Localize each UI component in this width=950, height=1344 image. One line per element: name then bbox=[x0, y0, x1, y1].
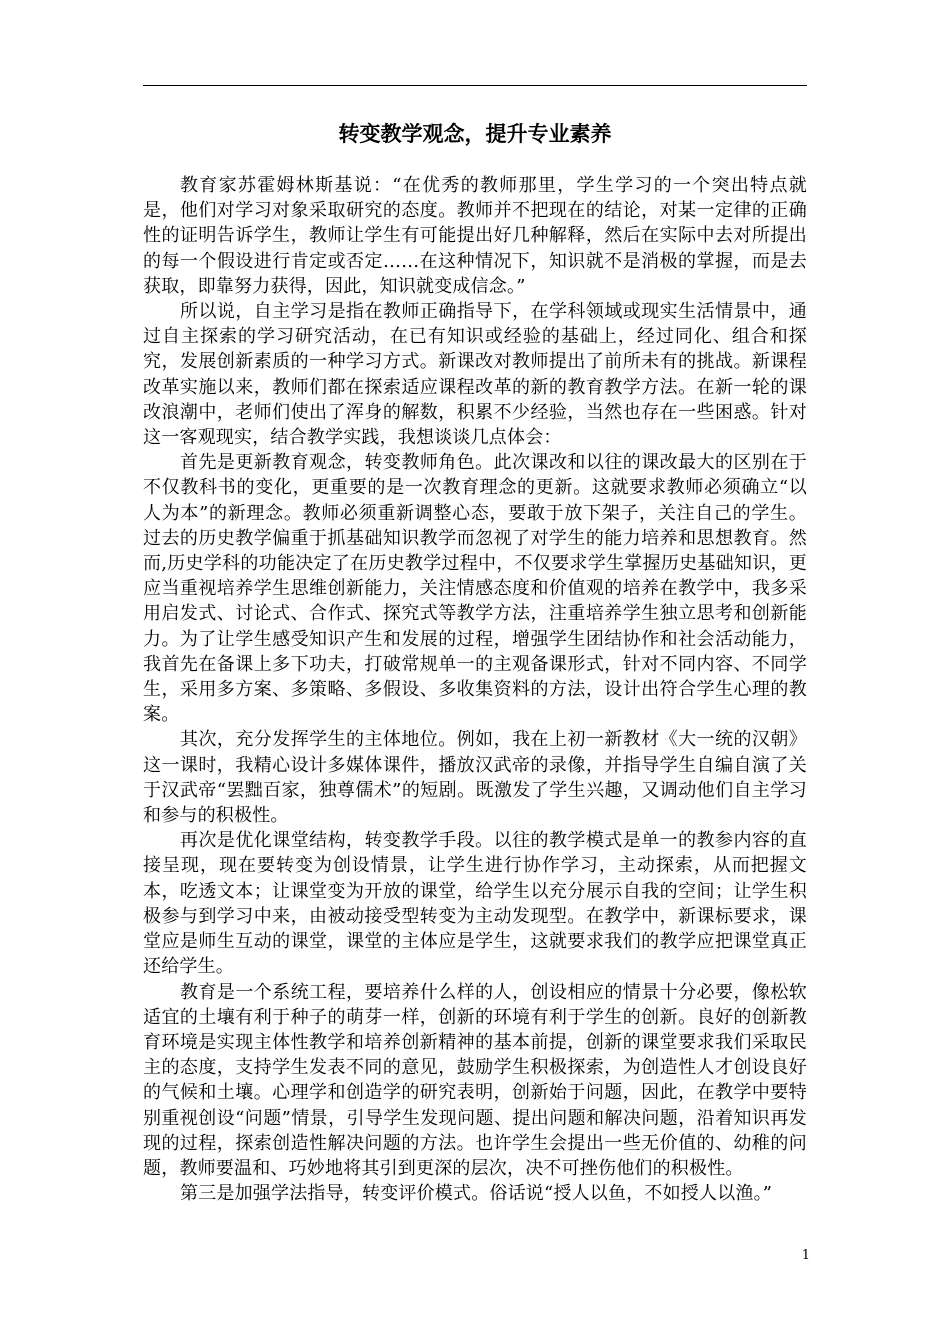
page-number: 1 bbox=[801, 1248, 810, 1263]
paragraph-7: 第三是加强学法指导，转变评价模式。俗话说“授人以鱼，不如授人以渔。” bbox=[180, 1183, 773, 1205]
document-title: 转变教学观念，提升专业素养 bbox=[338, 121, 612, 146]
paragraph-5: 再次是优化课堂结构，转变教学手段。以往的教学模式是单一的教参内容的直接呈现，现在要转变为创设情景，让学生进行协作学习，主动探索，从而把握文本，吃透文本；让课堂变为开放的课堂，给学生以充分展示自我的空间；让学生积极参与到学习中来，由被动接受型转变为主动发现型。在教学中，新课标要求，课堂应是师生互动的课堂，课堂的主体应是学生，这就要求我们的教学应把课堂真正还给学生。 bbox=[143, 830, 807, 978]
paragraph-3: 首先是更新教育观念，转变教师角色。此次课改和以往的课改最大的区别在于不仅教科书的变化，更重要的是一次教育理念的更新。这就要求教师必须确立“以人为本”的新理念。教师必须重新调整心态，要敢于放下架子，关注自己的学生。过去的历史教学偏重于抓基础知识教学而忽视了对学生的能力培养和思想教育。然而,历史学科的功能决定了在历史教学过程中，不仅要求学生掌握历史基础知识，更应当重视培养学生思维创新能力，关注情感态度和价值观的培养在教学中，我多采用启发式、讨论式、合作式、探究式等教学方法，注重培养学生独立思考和创新能力。为了让学生感受知识产生和发展的过程，增强学生团结协作和社会活动能力，我首先在备课上多下功夫，打破常规单一的主观备课形式，针对不同内容、不同学生，采用多方案、多策略、多假设、多收集资料的方法，设计出符合学生心理的教案。 bbox=[143, 452, 807, 726]
paragraph-6: 教育是一个系统工程，要培养什么样的人，创设相应的情景十分必要，像松软适宜的土壤有利于种子的萌芽一样，创新的环境有利于学生的创新。良好的创新教育环境是实现主体性教学和培养创新精神的基本前提，创新的课堂要求我们采取民主的态度，支持学生发表不同的意见，鼓励学生积极探索，为创造性人才创设良好的气候和土壤。心理学和创造学的研究表明，创新始于问题，因此，在教学中要特别重视创设“问题”情景，引导学生发现问题、提出问题和解决问题，沿着知识再发现的过程，探索创造性解决问题的方法。也许学生会提出一些无价值的、幼稚的问题，教师要温和、巧妙地将其引到更深的层次，决不可挫伤他们的积极性。 bbox=[143, 981, 807, 1179]
header-rule bbox=[143, 85, 807, 86]
document-body bbox=[143, 173, 807, 1206]
paragraph-1: 教育家苏霍姆林斯基说：“在优秀的教师那里，学生学习的一个突出特点就是，他们对学习对象采取研究的态度。教师并不把现在的结论，对某一定律的正确性的证明告诉学生，教师让学生有可能提出好几种解释，然后在实际中去对所提出的每一个假设进行肯定或否定……在这种情况下，知识就不是消极的掌握，而是去获取，即靠努力获得，因此，知识就变成信念。” bbox=[143, 175, 807, 297]
paragraph-2: 所以说，自主学习是指在教师正确指导下，在学科领域或现实生活情景中，通过自主探索的学习研究活动，在已有知识或经验的基础上，经过同化、组合和探究，发展创新素质的一种学习方式。新课改对教师提出了前所未有的挑战。新课程改革实施以来，教师们都在探索适应课程改革的新的教育教学方法。在新一轮的课改浪潮中，老师们使出了浑身的解数，积累不少经验，当然也存在一些困惑。针对这一客观现实，结合教学实践，我想谈谈几点体会： bbox=[143, 301, 807, 449]
paragraph-4: 其次，充分发挥学生的主体地位。例如，我在上初一新教材《大一统的汉朝》这一课时，我精心设计多媒体课件，播放汉武帝的录像，并指导学生自编自演了关于汉武帝“罢黜百家，独尊儒术”的短剧。既激发了学生兴趣，又调动他们自主学习和参与的积极性。 bbox=[143, 729, 807, 827]
